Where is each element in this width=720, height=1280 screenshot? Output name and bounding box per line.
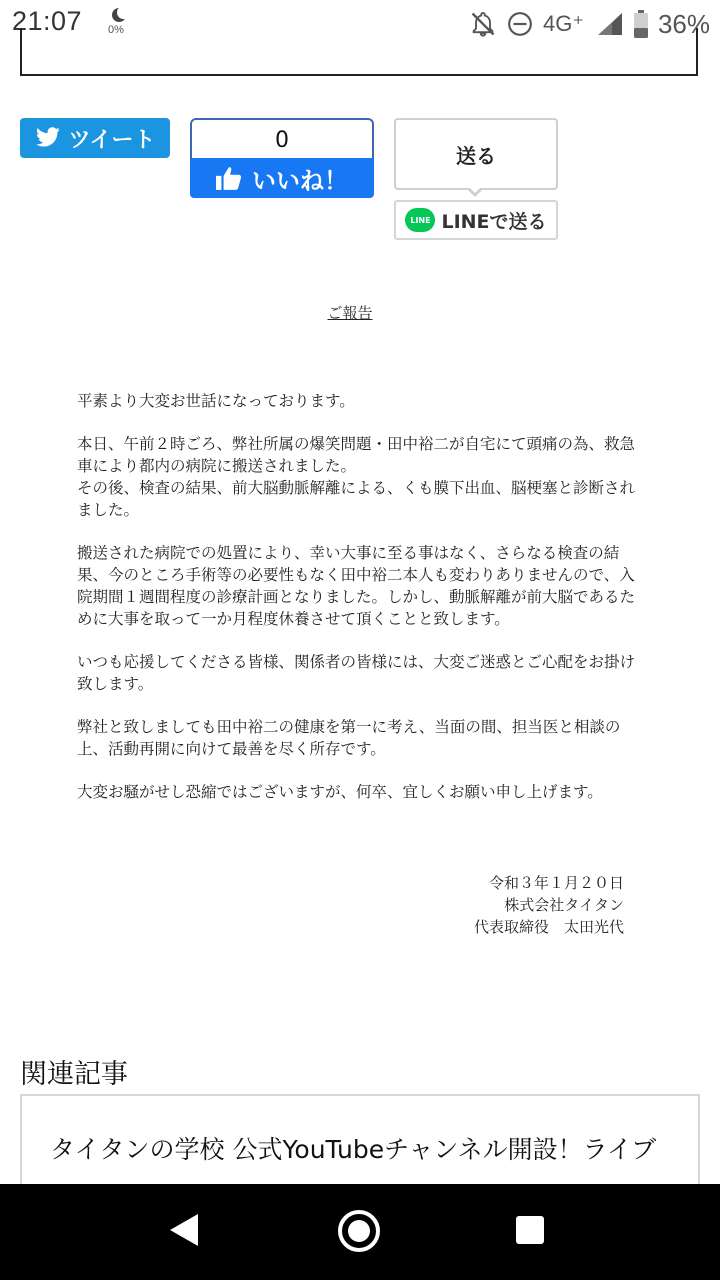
like-count: 0 (190, 118, 374, 160)
document-paragraph: 平素より大変お世話になっております。 (77, 392, 355, 410)
thumbs-up-icon (216, 166, 242, 190)
status-time: 21:07 (12, 6, 83, 36)
document-company: 株式会社タイタン (504, 896, 624, 914)
document-title: ご報告 (327, 304, 373, 322)
tweet-label: ツイート (68, 127, 156, 153)
line-logo-icon: LINE (405, 208, 435, 232)
tweet-button[interactable] (20, 118, 170, 158)
home-icon[interactable] (338, 1210, 380, 1252)
facebook-like-widget (190, 118, 374, 198)
document-paragraph: いつも応援してくださる皆様、関係者の皆様には、大変ご迷惑とご心配をお掛け致します。 (77, 653, 636, 693)
send-bubble-tail (466, 188, 484, 197)
document-representative: 代表取締役 太田光代 (473, 918, 624, 936)
line-share-button[interactable] (394, 200, 558, 240)
related-article-title[interactable]: タイタンの学校 公式YouTubeチャンネル開設！ライブ (50, 1135, 657, 1164)
document-paragraph: 搬送された病院での処置により、幸い大事に至る事はなく、さらなる検査の結果、今のところ手術等の必要性もなく田中裕二本人も変わりありませんので、入院期間１週間程度の診療計画となりました。しかし、動脈解離が前大脳であるために大事を取って一か月程度休養させて頂くことと致します。 (77, 544, 636, 628)
document-paragraph: 大変お騒がせし恐縮ではございますが、何卒、宜しくお願い申し上げます。 (77, 783, 603, 801)
document-paragraph: 弊社と致しましても田中裕二の健康を第一に考え、当面の間、担当医と相談の上、活動再開に向けて最善を尽く所存です。 (77, 718, 621, 758)
like-label: いいね！ (252, 166, 348, 195)
recent-apps-icon[interactable] (516, 1216, 544, 1244)
document-body (77, 390, 647, 824)
line-share-label: LINEで送る (441, 210, 547, 233)
like-button[interactable] (190, 158, 374, 198)
network-type: 4G⁺ (542, 11, 584, 36)
battery-percent: 36% (657, 8, 710, 39)
document-paragraph: 本日、午前２時ごろ、弊社所属の爆笑問題・田中裕二が自宅にて頭痛の為、救急車により都内の病院に搬送されました。 その後、検査の結果、前大脳動脈解離による、くも膜下出血、脳梗塞と診断されました。 (77, 435, 636, 519)
send-label: 送る (456, 143, 496, 168)
status-small-percent: 0% (108, 24, 124, 36)
related-article-card[interactable] (20, 1094, 700, 1194)
twitter-bird-icon (35, 127, 61, 149)
navigation-bar (0, 1184, 720, 1280)
back-icon[interactable] (170, 1214, 198, 1246)
related-articles-heading: 関連記事 (20, 1059, 128, 1090)
send-button[interactable] (394, 118, 558, 190)
document-signature (474, 872, 624, 938)
previous-section-box (20, 28, 698, 76)
document-date: 令和３年１月２０日 (488, 874, 624, 892)
